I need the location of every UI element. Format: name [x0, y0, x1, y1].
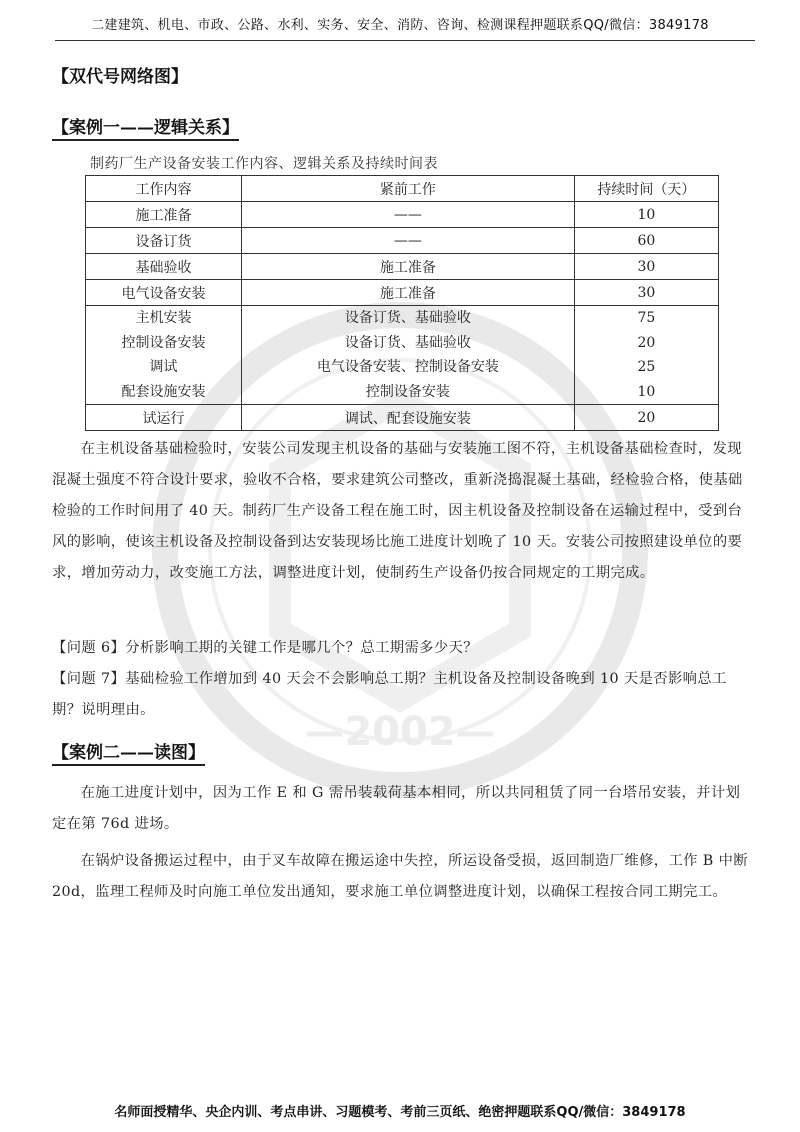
cell-duration-group	[574, 306, 718, 405]
question-7: 【问题 7】基础检验工作增加到 40 天会不会影响总工期？主机设备及控制设备晚到 10 天是否影响总工期？说明理由。	[52, 671, 727, 718]
cell-predecessor: ——	[241, 228, 574, 254]
cell-duration: 20	[574, 405, 718, 431]
cell-duration: 10	[637, 383, 656, 400]
cell-work: 调试	[149, 359, 178, 375]
cell-duration: 30	[574, 280, 718, 306]
question-6: 【问题 6】分析影响工期的关键工作是哪几个？总工期需多少天？	[52, 640, 478, 656]
cell-predecessor: 施工准备	[241, 254, 574, 280]
cell-duration: 60	[574, 228, 718, 254]
cell-predecessor: 设备订货、基础验收	[344, 310, 471, 326]
page-header: 二建建筑、机电、市政、公路、水利、实务、安全、消防、咨询、检测课程押题联系QQ/微信：3849178	[91, 18, 709, 33]
cell-work: 施工准备	[86, 202, 242, 228]
cell-duration: 25	[637, 359, 656, 375]
cell-work: 主机安装	[135, 310, 192, 326]
cell-predecessor: 施工准备	[241, 280, 574, 306]
case2-heading: 【案例二——读图】	[52, 738, 205, 766]
table-row	[86, 405, 719, 431]
cell-work: 基础验收	[86, 254, 242, 280]
table-caption: 制药厂生产设备安装工作内容、逻辑关系及持续时间表	[90, 156, 438, 172]
cell-predecessor: ——	[241, 202, 574, 228]
cell-work: 电气设备安装	[86, 280, 242, 306]
cell-duration: 10	[574, 202, 718, 228]
cell-work: 设备订货	[86, 228, 242, 254]
case2-paragraph-1: 在施工进度计划中，因为工作 E 和 G 需吊装载荷基本相同，所以共同租赁了同一台塔吊安装，并计划定在第 76d 进场。	[52, 785, 741, 832]
cell-duration: 20	[637, 334, 656, 351]
col-header-duration: 持续时间（天）	[574, 176, 718, 202]
case1-paragraph: 在主机设备基础检验时，安装公司发现主机设备的基础与安装施工图不符，主机设备基础检查时，发现混凝土强度不符合设计要求，验收不合格，要求建筑公司整改，重新浇捣混凝土基础，经检验合格，使基础检验的工作时间用了 40 天。制药厂生产设备工程在施工时，因主机设备及控制设备在运输过程中，受到台风的影响，使该主机设备及控制设备到达安装现场比施工进度计划晚了 10 天。安装公司按照建设单位的要求，增加劳动力，改变施工方法，调整进度计划，使制药生产设备仍按合同规定的工期完成。	[52, 441, 743, 581]
document-title: 【双代号网络图】	[52, 67, 188, 87]
work-table	[85, 175, 719, 431]
cell-work: 控制设备安装	[121, 334, 206, 351]
cell-predecessor: 调试、配套设施安装	[241, 405, 574, 431]
cell-work: 配套设施安装	[121, 383, 206, 400]
page-footer: 名师面授精华、央企内训、考点串讲、习题模考、考前三页纸、绝密押题联系QQ/微信：3849178	[114, 1105, 686, 1120]
col-header-predecessor: 紧前工作	[241, 176, 574, 202]
watermark-year: —2002—	[304, 709, 496, 755]
cell-work: 试运行	[86, 405, 242, 431]
cell-duration: 75	[637, 310, 656, 326]
table-row-group	[86, 306, 719, 405]
cell-predecessor: 设备订货、基础验收	[344, 334, 471, 351]
case1-heading: 【案例一——逻辑关系】	[52, 113, 239, 141]
case2-paragraph-2: 在锅炉设备搬运过程中，由于叉车故障在搬运途中失控，所运设备受损，返回制造厂维修，工作 B 中断 20d，监理工程师及时向施工单位发出通知，要求施工单位调整进度计划，以确保工程按合同工期完工。	[52, 853, 749, 900]
cell-duration: 30	[574, 254, 718, 280]
cell-predecessor-group	[241, 306, 574, 405]
table-row	[86, 228, 719, 254]
cell-predecessor: 控制设备安装	[365, 383, 450, 400]
header-divider	[55, 40, 755, 41]
table-row	[86, 254, 719, 280]
cell-predecessor: 电气设备安装、控制设备安装	[316, 359, 499, 375]
table-row	[86, 202, 719, 228]
cell-work-group	[86, 306, 242, 405]
table-row	[86, 280, 719, 306]
table-header-row	[86, 176, 719, 202]
col-header-work: 工作内容	[86, 176, 242, 202]
